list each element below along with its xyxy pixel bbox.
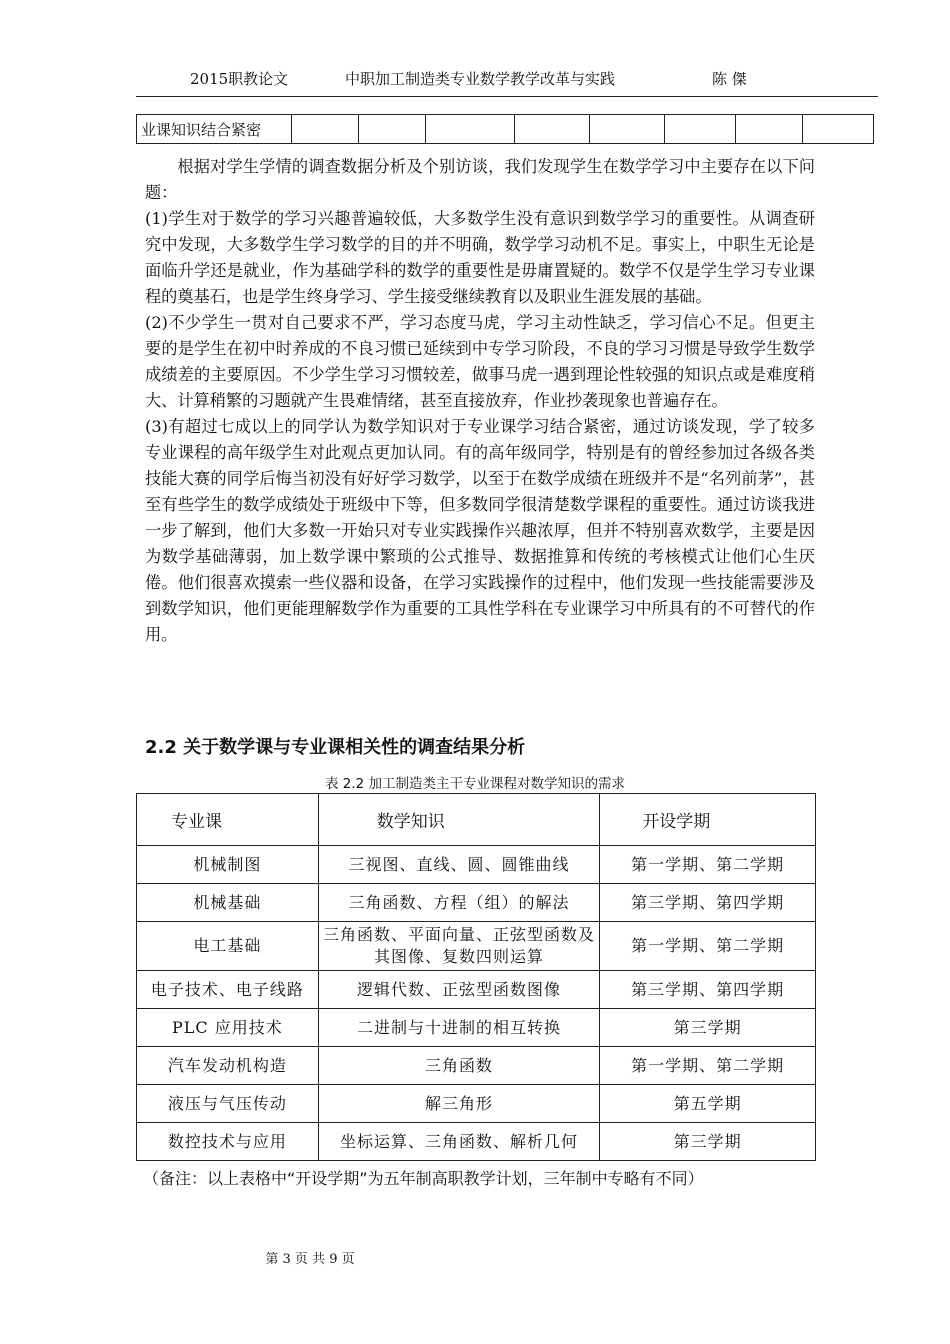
header-center: 中职加工制造类专业数学教学改革与实践: [345, 70, 616, 88]
table-row: [137, 1047, 816, 1085]
table-note: （备注：以上表格中“开设学期”为五年制高职教学计划，三年制中专略有不同）: [143, 1169, 704, 1188]
table-row: [137, 922, 816, 971]
paragraph: (1)学生对于数学的学习兴趣普遍较低，大多数学生没有意识到数学学习的重要性。从调查研究中发现，大多数学生学习数学的目的并不明确，数学学习动机不足。事实上，中职生无论是面临升学还是就业，作为基础学科的数学的重要性是毋庸置疑的。数学不仅是学生学习专业课程的奠基石，也是学生终身学习、学生接受继续教育以及职业生涯发展的基础。: [145, 209, 815, 306]
requirements-table: [136, 793, 816, 1161]
table-cell: 三视图、直线、圆、圆锥曲线: [318, 846, 600, 884]
table-cell: [515, 115, 590, 144]
table-caption: 表 2.2 加工制造类主干专业课程对数学知识的需求: [324, 776, 626, 792]
header-right: 陈 傑: [712, 70, 747, 88]
table-cell: [590, 115, 665, 144]
table-cell: 第三学期: [600, 1009, 816, 1047]
table-cell: 第一学期、第二学期: [600, 846, 816, 884]
page-header: [0, 62, 950, 92]
table-row: [137, 1123, 816, 1161]
section-title: 2.2 关于数学课与专业课相关性的调查结果分析: [145, 737, 526, 758]
table-cell: [803, 115, 874, 144]
body-text: [145, 154, 815, 648]
column-header: 专业课: [137, 794, 319, 846]
table-cell: [292, 115, 359, 144]
table-cell: 液压与气压传动: [137, 1085, 319, 1123]
table-cell: 汽车发动机构造: [137, 1047, 319, 1085]
table-header-row: [137, 794, 816, 846]
column-header: 数学知识: [318, 794, 600, 846]
table-cell: 第一学期、第二学期: [600, 922, 816, 971]
header-divider: [136, 96, 878, 97]
table-cell: 二进制与十进制的相互转换: [318, 1009, 600, 1047]
table-cell: [736, 115, 803, 144]
table-cell: 第五学期: [600, 1085, 816, 1123]
table-row: [137, 884, 816, 922]
table-cell: 三角函数、方程（组）的解法: [318, 884, 600, 922]
table-cell: [426, 115, 515, 144]
page-footer: 第 3 页 共 9 页: [265, 1252, 355, 1267]
table-row: [137, 846, 816, 884]
table-cell: 解三角形: [318, 1085, 600, 1123]
table-cell: 电工基础: [137, 922, 319, 971]
table-cell: [665, 115, 736, 144]
table-cell: 数控技术与应用: [137, 1123, 319, 1161]
paragraph: (3)有超过七成以上的同学认为数学知识对于专业课学习结合紧密，通过访谈发现，学了较多专业课程的高年级学生对此观点更加认同。有的高年级同学，特别是有的曾经参加过各级各类技能大赛的同学后悔当初没有好好学习数学，以至于在数学成绩在班级并不是“名列前茅”，甚至有些学生的数学成绩处于班级中下等，但多数同学很清楚数学课程的重要性。通过访谈我进一步了解到，他们大多数一开始只对专业实践操作兴趣浓厚，但并不特别喜欢数学，主要是因为数学基础薄弱，加上数学课中繁琐的公式推导、数据推算和传统的考核模式让他们心生厌倦。他们很喜欢摸索一些仪器和设备，在学习实践操作的过程中，他们发现一些技能需要涉及到数学知识，他们更能理解数学作为重要的工具性学科在专业课学习中所具有的不可替代的作用。: [145, 417, 815, 644]
table-cell: 逻辑代数、正弦型函数图像: [318, 971, 600, 1009]
table-cell: 业课知识结合紧密: [137, 115, 292, 144]
table-cell: 坐标运算、三角函数、解析几何: [318, 1123, 600, 1161]
header-left: 2015职教论文: [190, 70, 289, 88]
table-cell: [359, 115, 426, 144]
table-cell: 第一学期、第二学期: [600, 1047, 816, 1085]
table-row: [137, 1009, 816, 1047]
table-row: [137, 115, 874, 144]
table-cell: 第三学期、第四学期: [600, 971, 816, 1009]
column-header: 开设学期: [600, 794, 816, 846]
table-row: [137, 1085, 816, 1123]
table-cell: 三角函数、平面向量、正弦型函数及其图像、复数四则运算: [318, 922, 600, 971]
table-cell: 三角函数: [318, 1047, 600, 1085]
survey-table-fragment: [136, 114, 874, 144]
paragraph: 根据对学生学情的调查数据分析及个别访谈，我们发现学生在数学学习中主要存在以下问题：: [145, 157, 815, 202]
table-cell: PLC 应用技术: [137, 1009, 319, 1047]
table-cell: 机械基础: [137, 884, 319, 922]
table-cell: 机械制图: [137, 846, 319, 884]
table-cell: 电子技术、电子线路: [137, 971, 319, 1009]
table-cell: 第三学期: [600, 1123, 816, 1161]
paragraph: (2)不少学生一贯对自己要求不严，学习态度马虎，学习主动性缺乏，学习信心不足。但更主要的是学生在初中时养成的不良习惯已延续到中专学习阶段，不良的学习习惯是导致学生数学成绩差的主要原因。不少学生学习习惯较差，做事马虎一遇到理论性较强的知识点或是难度稍大、计算稍繁的习题就产生畏难情绪，甚至直接放弃，作业抄袭现象也普遍存在。: [145, 313, 815, 410]
table-row: [137, 971, 816, 1009]
table-cell: 第三学期、第四学期: [600, 884, 816, 922]
